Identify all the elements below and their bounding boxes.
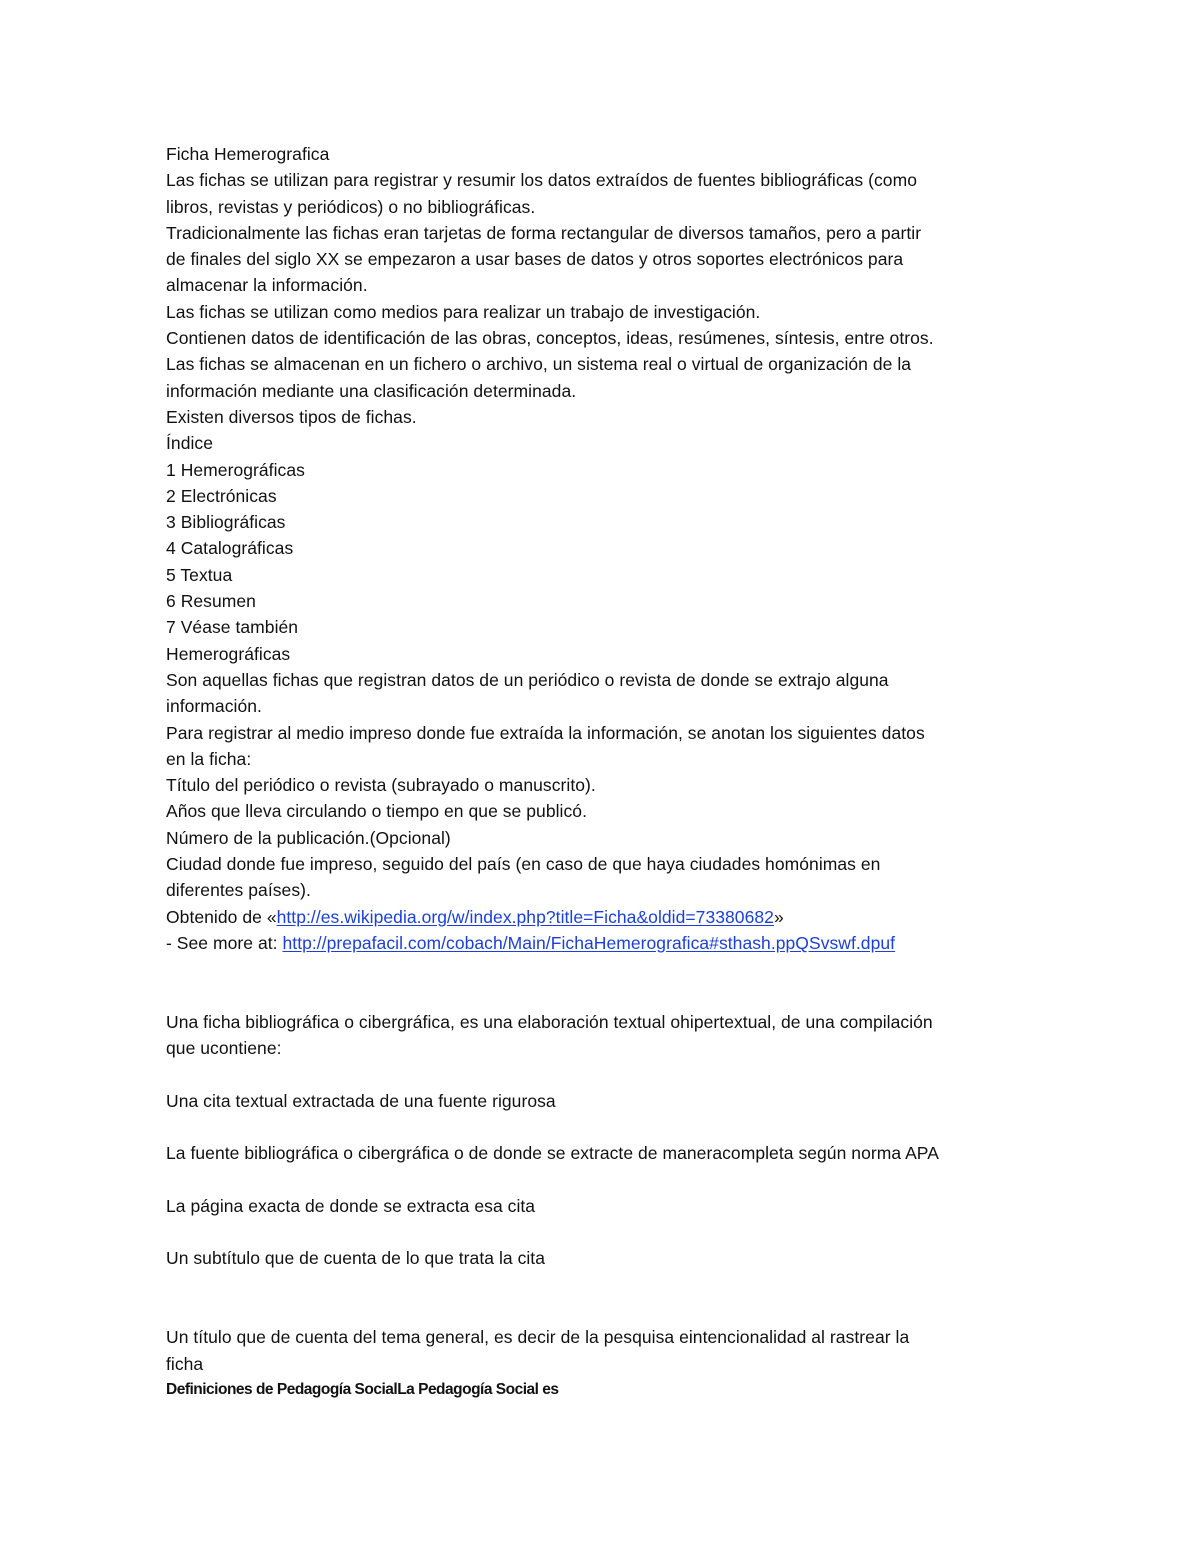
section-heading: Hemerográficas [166, 643, 291, 664]
see-more-prefix: - See more at: [166, 932, 283, 953]
paragraph-line: que ucontiene: [166, 1038, 282, 1059]
blank-line [166, 1167, 1046, 1193]
prepafacil-link[interactable]: http://prepafacil.com/cobach/Main/FichaHemerografica#sthash.ppQSvswf.dpuf [282, 932, 896, 953]
blank-line [166, 956, 1046, 982]
blank-line [166, 1219, 1046, 1245]
bold-heading-line: Definiciones de Pedagogía SocialLa Pedagogía Social es [166, 1380, 559, 1398]
paragraph-line: información. [166, 696, 262, 717]
paragraph-line: Número de la publicación.(Opcional) [166, 827, 451, 848]
blank-line [166, 1298, 1046, 1324]
paragraph-line: Contienen datos de identificación de las obras, conceptos, ideas, resúmenes, síntesis, entre otros. [166, 328, 934, 349]
paragraph-line: Una ficha bibliográfica o cibergráfica, es una elaboración textual ohipertextual, de una compilación [166, 1011, 933, 1032]
source-line [166, 904, 1046, 930]
paragraph-line: libros, revistas y periódicos) o no bibliográficas. [166, 196, 536, 217]
paragraph-line: Para registrar al medio impreso donde fue extraída la información, se anotan los siguientes datos [166, 722, 925, 743]
paragraph-line: almacenar la información. [166, 275, 368, 296]
paragraph-line: Las fichas se utilizan para registrar y resumir los datos extraídos de fuentes bibliográficas (como [166, 170, 917, 191]
blank-line [166, 1061, 1046, 1087]
source-suffix: » [773, 906, 784, 927]
list-item: La fuente bibliográfica o cibergráfica o de donde se extracte de maneracompleta según norma APA [166, 1143, 939, 1164]
index-item: 1 Hemerográficas [166, 459, 305, 480]
blank-line [166, 1114, 1046, 1140]
index-item: 2 Electrónicas [166, 485, 277, 506]
source-prefix: Obtenido de « [166, 906, 277, 927]
paragraph-line: Ciudad donde fue impreso, seguido del país (en caso de que haya ciudades homónimas en [166, 854, 881, 875]
list-item: Un título que de cuenta del tema general, es decir de la pesquisa eintencionalidad al rastrear la [166, 1327, 910, 1348]
list-item: Un subtítulo que de cuenta de lo que trata la cita [166, 1248, 546, 1269]
document-body [166, 141, 1046, 1403]
index-heading: Índice [166, 433, 213, 454]
paragraph-line: Años que lleva circulando o tiempo en que se publicó. [166, 801, 587, 822]
index-item: 5 Textua [166, 564, 233, 585]
blank-line [166, 983, 1046, 1009]
paragraph-line: de finales del siglo XX se empezaron a usar bases de datos y otros soportes electrónicos para [166, 249, 904, 270]
paragraph-line: Las fichas se utilizan como medios para realizar un trabajo de investigación. [166, 301, 761, 322]
list-item: ficha [166, 1353, 204, 1374]
paragraph-line: Existen diversos tipos de fichas. [166, 406, 417, 427]
paragraph-line: Tradicionalmente las fichas eran tarjetas de forma rectangular de diversos tamaños, pero a partir [166, 222, 922, 243]
list-item: La página exacta de donde se extracta esa cita [166, 1195, 536, 1216]
index-item: 3 Bibliográficas [166, 512, 286, 533]
index-item: 7 Véase también [166, 617, 299, 638]
see-more-line [166, 930, 1046, 956]
paragraph-line: Título del periódico o revista (subrayado o manuscrito). [166, 775, 596, 796]
index-item: 6 Resumen [166, 591, 256, 612]
blank-line [166, 1272, 1046, 1298]
list-item: Una cita textual extractada de una fuente rigurosa [166, 1090, 556, 1111]
document-title: Ficha Hemerografica [166, 144, 330, 164]
paragraph-line: diferentes países). [166, 880, 311, 901]
paragraph-line: Son aquellas fichas que registran datos de un periódico o revista de donde se extrajo alguna [166, 669, 889, 690]
paragraph-line: información mediante una clasificación determinada. [166, 380, 577, 401]
wikipedia-link[interactable]: http://es.wikipedia.org/w/index.php?title=Ficha&oldid=73380682 [276, 906, 774, 927]
paragraph-line: Las fichas se almacenan en un fichero o archivo, un sistema real o virtual de organización de la [166, 354, 912, 375]
paragraph-line: en la ficha: [166, 748, 252, 769]
index-item: 4 Catalográficas [166, 538, 294, 559]
